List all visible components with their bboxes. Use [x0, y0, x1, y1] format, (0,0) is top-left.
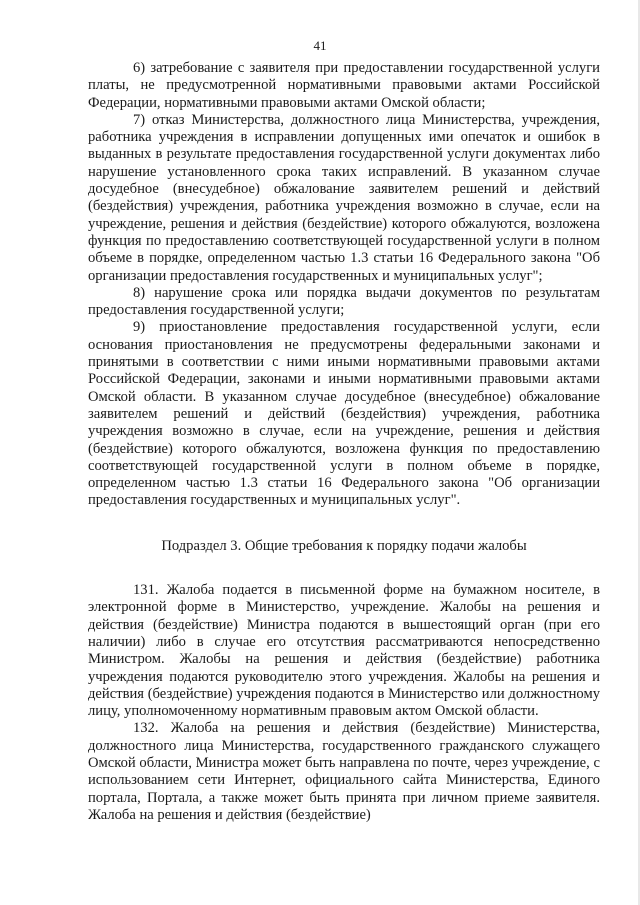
page-number: 41	[313, 38, 327, 53]
paragraph-132: 132. Жалоба на решения и действия (бездействие) Министерства, должностного лица Министерства, государственного гражданского служащего Омской области, Министра может быть направлена по почте, через учреждение, с использованием сети Интернет, официального сайта Министерства, Единого портала, Портала, а также может быть принята при личном приеме заявителя. Жалоба на решения и действия (бездействие)	[88, 720, 600, 823]
paragraph-item-7: 7) отказ Министерства, должностного лица Министерства, учреждения, работника учреждения в исправлении допущенных ими опечаток и ошибок в выданных в результате предоставления государственной услуги документах либо нарушение установленного срока таких исправлений. В указанном случае досудебное (внесудебное) обжалование заявителем решений и действий (бездействия) учреждения, работника учреждения возможно в случае, если на учреждение, решения и действия (бездействие) которого обжалуются, возложена функция по предоставлению соответствующей государственной услуги в полном объеме в порядке, определенном частью 1.3 статьи 16 Федерального закона "Об организации предоставления государственных и муниципальных услуг";	[88, 111, 600, 284]
paragraph-item-6: 6) затребование с заявителя при предоставлении государственной услуги платы, не предусмотренной нормативными правовыми актами Российской Федерации, нормативными правовыми актами Омской области;	[88, 60, 600, 111]
document-body	[88, 60, 600, 824]
paragraph-131: 131. Жалоба подается в письменной форме на бумажном носителе, в электронной форме в Министерство, учреждение. Жалобы на решения и действия (бездействие) Министра подаются в вышестоящий орган (при его наличии) либо в случае его отсутствия рассматриваются непосредственно Министром. Жалобы на решения и действия (бездействие) работника учреждения подаются руководителю этого учреждения. Жалобы на решения и действия (бездействие) учреждения подаются в Министерство или должностному лицу, уполномоченному нормативным правовым актом Омской области.	[88, 582, 600, 720]
paragraph-item-8: 8) нарушение срока или порядка выдачи документов по результатам предоставления государственной услуги;	[88, 284, 600, 319]
subsection-heading: Подраздел 3. Общие требования к порядку подачи жалобы	[161, 537, 527, 554]
paragraph-item-9: 9) приостановление предоставления государственной услуги, если основания приостановления не предусмотрены федеральными законами и принятыми в соответствии с ними иными нормативными правовыми актами Российской Федерации, законами и иными нормативными правовыми актами Омской области. В указанном случае досудебное (внесудебное) обжалование заявителем решений и действий (бездействия) учреждения, работника учреждения возможно в случае, если на учреждение, решения и действия (бездействие) которого обжалуются, возложена функция по предоставлению соответствующей государственной услуги в полном объеме в порядке, определенном частью 1.3 статьи 16 Федерального закона "Об организации предоставления государственных и муниципальных услуг".	[88, 319, 600, 509]
